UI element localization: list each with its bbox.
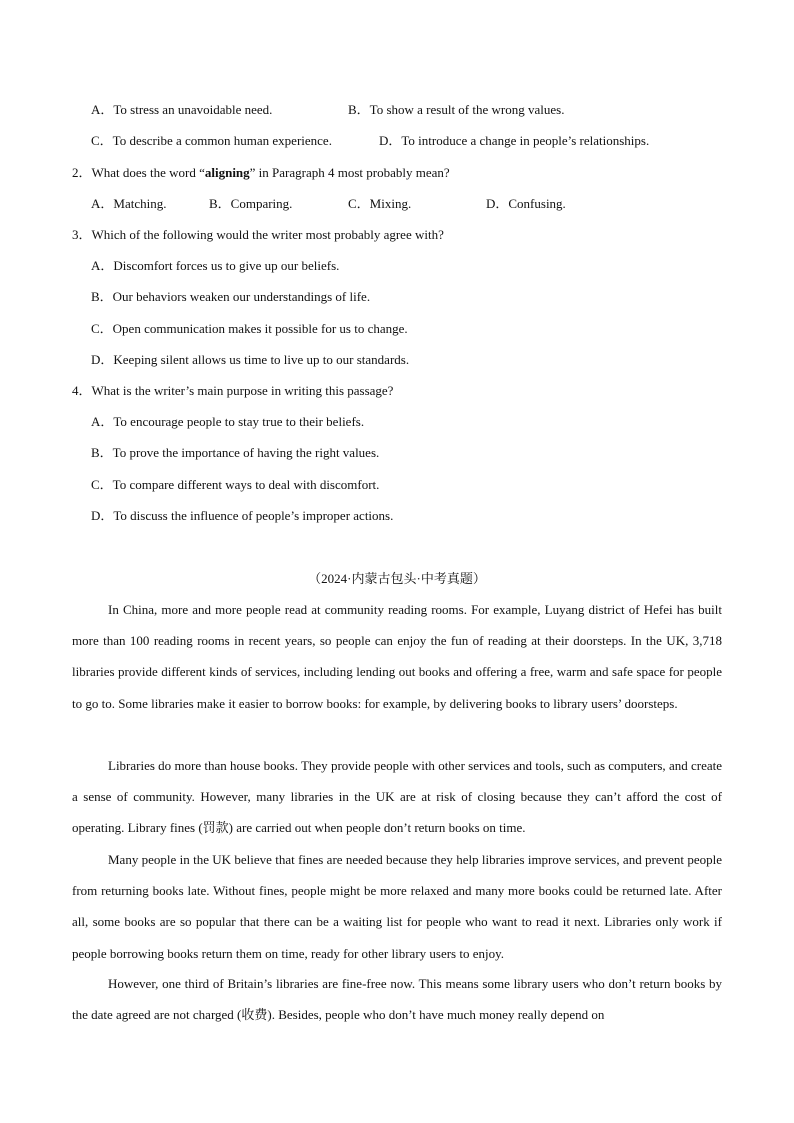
q3-option-c: C．Open communication makes it possible for us to change. <box>91 321 408 336</box>
q2-option-a: A．Matching. <box>91 196 167 211</box>
paragraph-2-text: Libraries do more than house books. They provide people with other services and tools, such as computers, and create a sense of community. However, many libraries in the UK are at risk of closing because they can’t afford the cost of operating. Library fines (罚款) are carried out when people don’t return books on time. <box>72 758 722 836</box>
passage-paragraph-3 <box>72 844 722 969</box>
passage-paragraph-2 <box>72 750 722 844</box>
q1-option-c: C．To describe a common human experience. <box>91 133 332 148</box>
source-heading: （2024·内蒙古包头·中考真题） <box>308 571 486 586</box>
passage-paragraph-4 <box>72 968 722 1030</box>
q2-option-d: D．Confusing. <box>486 196 566 211</box>
q1-option-d: D．To introduce a change in people’s relationships. <box>379 133 650 148</box>
q4-option-a: A．To encourage people to stay true to their beliefs. <box>91 414 365 429</box>
q4-option-d: D．To discuss the influence of people’s improper actions. <box>91 508 394 523</box>
paragraph-1-text: In China, more and more people read at community reading rooms. For example, Luyang district of Hefei has built more than 100 reading rooms in recent years, so people can enjoy the fun of reading at their doorsteps. In the UK, 3,718 libraries provide different kinds of services, including lending out books and offering a free, warm and safe space for people to go to. Some libraries make it easier to borrow books: for example, by delivering books to library users’ doorsteps. <box>72 602 722 711</box>
q2-keyword: aligning <box>204 165 250 180</box>
q1-option-b: B．To show a result of the wrong values. <box>348 102 565 117</box>
q4-option-b: B．To prove the importance of having the right values. <box>91 445 380 460</box>
passage-paragraph-1 <box>72 594 722 719</box>
q2-option-b: B．Comparing. <box>209 196 293 211</box>
q2-stem-post: ” in Paragraph 4 most probably mean? <box>249 165 450 180</box>
q3-stem: 3．Which of the following would the writer most probably agree with? <box>72 227 444 242</box>
q2-stem <box>72 165 450 181</box>
q1-option-a: A．To stress an unavoidable need. <box>91 102 273 117</box>
q4-option-c: C．To compare different ways to deal with discomfort. <box>91 477 380 492</box>
q3-option-b: B．Our behaviors weaken our understandings of life. <box>91 289 371 304</box>
q3-option-a: A．Discomfort forces us to give up our beliefs. <box>91 258 340 273</box>
q2-stem-pre: 2．What does the word “ <box>72 165 205 180</box>
paragraph-4-text: However, one third of Britain’s libraries are fine-free now. This means some library users who don’t return books by the date agreed are not charged (收费). Besides, people who don’t have much money really depend on <box>72 976 722 1023</box>
q4-stem: 4．What is the writer’s main purpose in writing this passage? <box>72 383 394 398</box>
q3-option-d: D．Keeping silent allows us time to live up to our standards. <box>91 352 410 367</box>
paragraph-3-text: Many people in the UK believe that fines are needed because they help libraries improve services, and prevent people from returning books late. Without fines, people might be more relaxed and many more books could be returned late. After all, some books are so popular that there can be a waiting list for people who want to read it next. Libraries only work if people borrowing books return them on time, ready for other library users to enjoy. <box>72 852 722 961</box>
q2-option-c: C．Mixing. <box>348 196 412 211</box>
